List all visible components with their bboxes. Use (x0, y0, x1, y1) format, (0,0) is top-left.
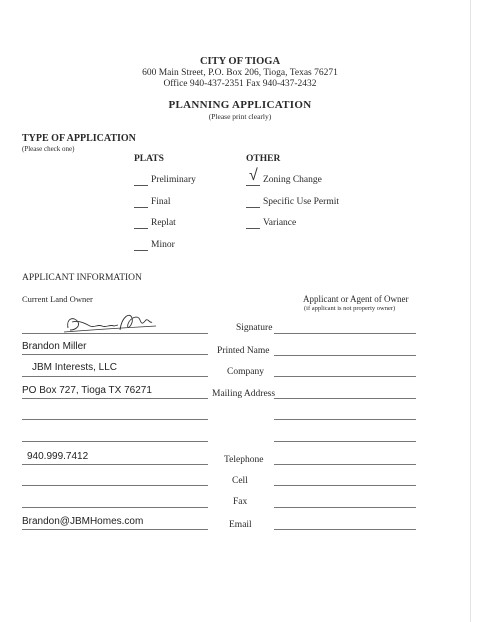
city-name: CITY OF TIOGA (199, 56, 281, 67)
checkbox-specific-use[interactable] (246, 207, 260, 208)
option-specific-use: Specific Use Permit (263, 197, 339, 207)
agent-telephone-line[interactable] (274, 464, 416, 465)
agent-note: (if applicant is not property owner) (304, 305, 396, 312)
owner-cell-line[interactable] (22, 485, 208, 486)
agent-label: Applicant or Agent of Owner (303, 294, 409, 304)
plats-heading: PLATS (134, 154, 164, 164)
fax-label: Fax (233, 497, 248, 507)
printed-name-label: Printed Name (217, 346, 270, 356)
owner-mailing-line-2[interactable] (22, 419, 208, 420)
applicant-heading: APPLICANT INFORMATION (22, 273, 142, 283)
option-variance: Variance (263, 218, 297, 228)
city-address: 600 Main Street, P.O. Box 206, Tioga, Texas 76271 (142, 68, 338, 78)
agent-mailing-line-1[interactable] (274, 398, 416, 399)
agent-fax-line[interactable] (274, 507, 416, 508)
owner-email: Brandon@JBMHomes.com (22, 516, 144, 527)
page-edge-shadow (470, 0, 471, 622)
agent-company-line[interactable] (274, 376, 416, 377)
owner-telephone: 940.999.7412 (27, 451, 89, 462)
city-phones: Office 940-437-2351 Fax 940-437-2432 (163, 79, 317, 89)
owner-signature-line[interactable] (22, 333, 208, 334)
option-minor: Minor (151, 240, 175, 250)
mailing-address-label: Mailing Address (212, 389, 276, 399)
checkbox-preliminary[interactable] (134, 185, 148, 186)
agent-signature-line[interactable] (274, 333, 416, 334)
owner-printed-name-line[interactable] (22, 354, 208, 355)
option-zoning-change: Zoning Change (263, 175, 322, 185)
other-heading: OTHER (246, 154, 281, 164)
signature-label: Signature (236, 323, 273, 333)
option-preliminary: Preliminary (151, 175, 196, 185)
email-label: Email (229, 520, 252, 530)
owner-mailing-line-3[interactable] (22, 441, 208, 442)
owner-email-line[interactable] (22, 529, 208, 530)
telephone-label: Telephone (224, 455, 264, 465)
owner-telephone-line[interactable] (22, 464, 208, 465)
checkbox-variance[interactable] (246, 228, 260, 229)
owner-printed-name: Brandon Miller (22, 341, 87, 352)
option-final: Final (151, 197, 171, 207)
owner-company: JBM Interests, LLC (32, 362, 118, 373)
checkbox-final[interactable] (134, 207, 148, 208)
agent-mailing-line-2[interactable] (274, 419, 416, 420)
print-note: (Please print clearly) (208, 112, 272, 121)
checkbox-minor[interactable] (134, 250, 148, 251)
checkbox-replat[interactable] (134, 228, 148, 229)
owner-mailing-line-1[interactable] (22, 398, 208, 399)
current-owner-label: Current Land Owner (22, 294, 93, 304)
agent-email-line[interactable] (274, 529, 416, 530)
page-title: PLANNING APPLICATION (168, 99, 312, 111)
owner-mailing-address: PO Box 727, Tioga TX 76271 (22, 385, 152, 396)
agent-printed-name-line[interactable] (274, 355, 416, 356)
checkbox-zoning-change[interactable] (246, 185, 260, 186)
cell-label: Cell (232, 476, 248, 486)
agent-mailing-line-3[interactable] (274, 441, 416, 442)
agent-cell-line[interactable] (274, 485, 416, 486)
owner-fax-line[interactable] (22, 507, 208, 508)
type-heading: TYPE OF APPLICATION (22, 133, 136, 144)
option-replat: Replat (151, 218, 176, 228)
check-note: (Please check one) (22, 145, 75, 153)
checkmark-icon: √ (249, 167, 258, 184)
owner-company-line[interactable] (22, 376, 208, 377)
company-label: Company (227, 367, 264, 377)
